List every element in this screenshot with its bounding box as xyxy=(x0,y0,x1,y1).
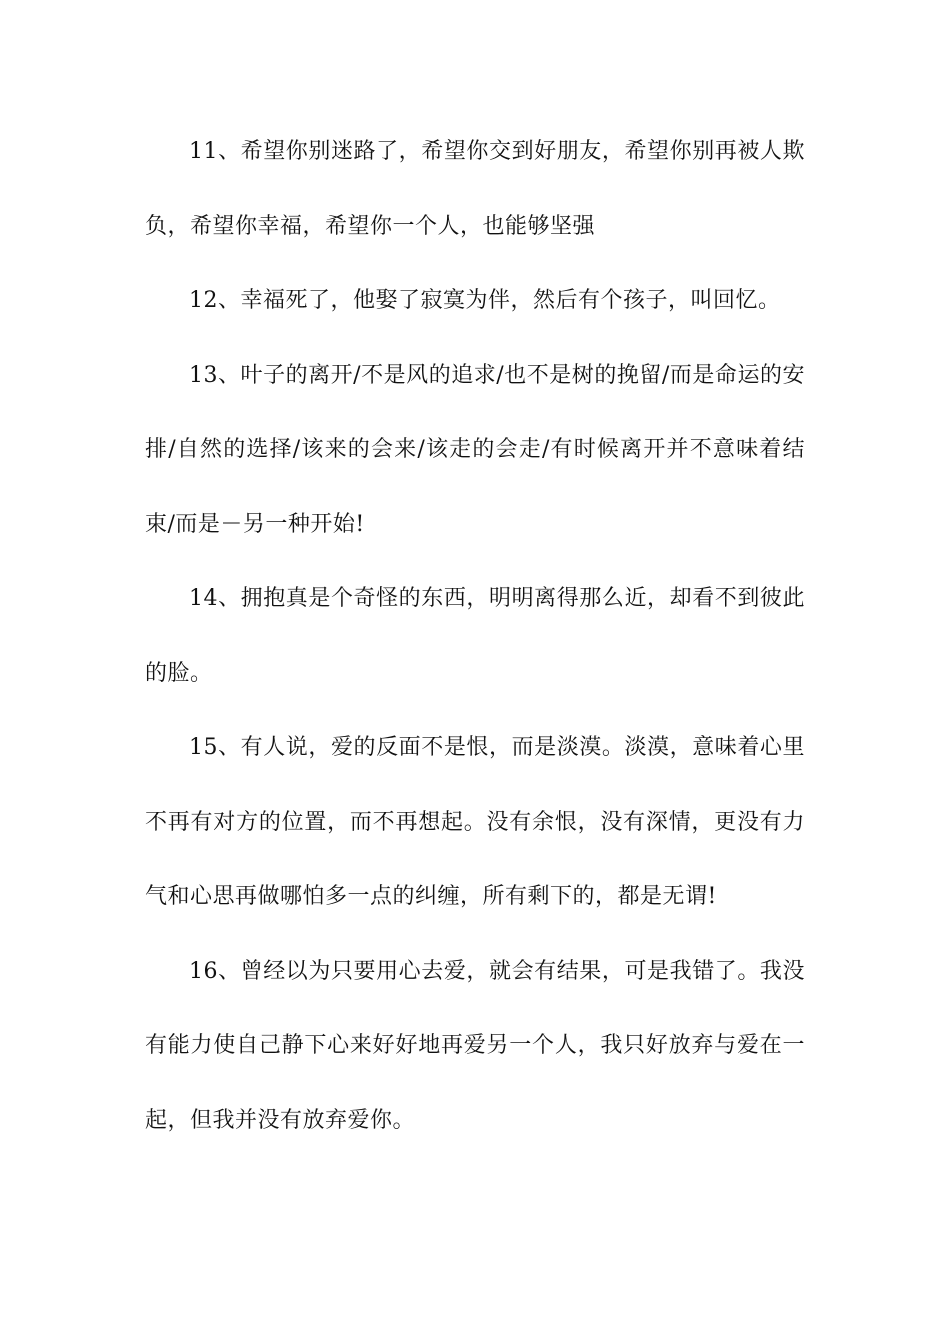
paragraph-11: 11、希望你别迷路了，希望你交到好朋友，希望你别再被人欺负，希望你幸福，希望你一个人，也能够坚强 xyxy=(145,139,805,239)
paragraph-15: 15、有人说，爱的反面不是恨，而是淡漠。淡漠，意味着心里不再有对方的位置，而不再想起。没有余恨，没有深情，更没有力气和心思再做哪怕多一点的纠缠，所有剩下的，都是无谓! xyxy=(145,735,805,909)
paragraph-12: 12、幸福死了，他娶了寂寞为伴，然后有个孩子，叫回忆。 xyxy=(189,288,781,313)
paragraph-13: 13、叶子的离开/不是风的追求/也不是树的挽留/而是命运的安排/自然的选择/该来的会来/该走的会走/有时候离开并不意味着结束/而是－另一种开始! xyxy=(145,362,805,537)
paragraph-14: 14、拥抱真是个奇怪的东西，明明离得那么近，却看不到彼此的脸。 xyxy=(145,586,805,686)
paragraph-16: 16、曾经以为只要用心去爱，就会有结果，可是我错了。我没有能力使自己静下心来好好地再爱另一个人，我只好放弃与爱在一起，但我并没有放弃爱你。 xyxy=(145,958,805,1133)
body-text xyxy=(145,115,805,1158)
